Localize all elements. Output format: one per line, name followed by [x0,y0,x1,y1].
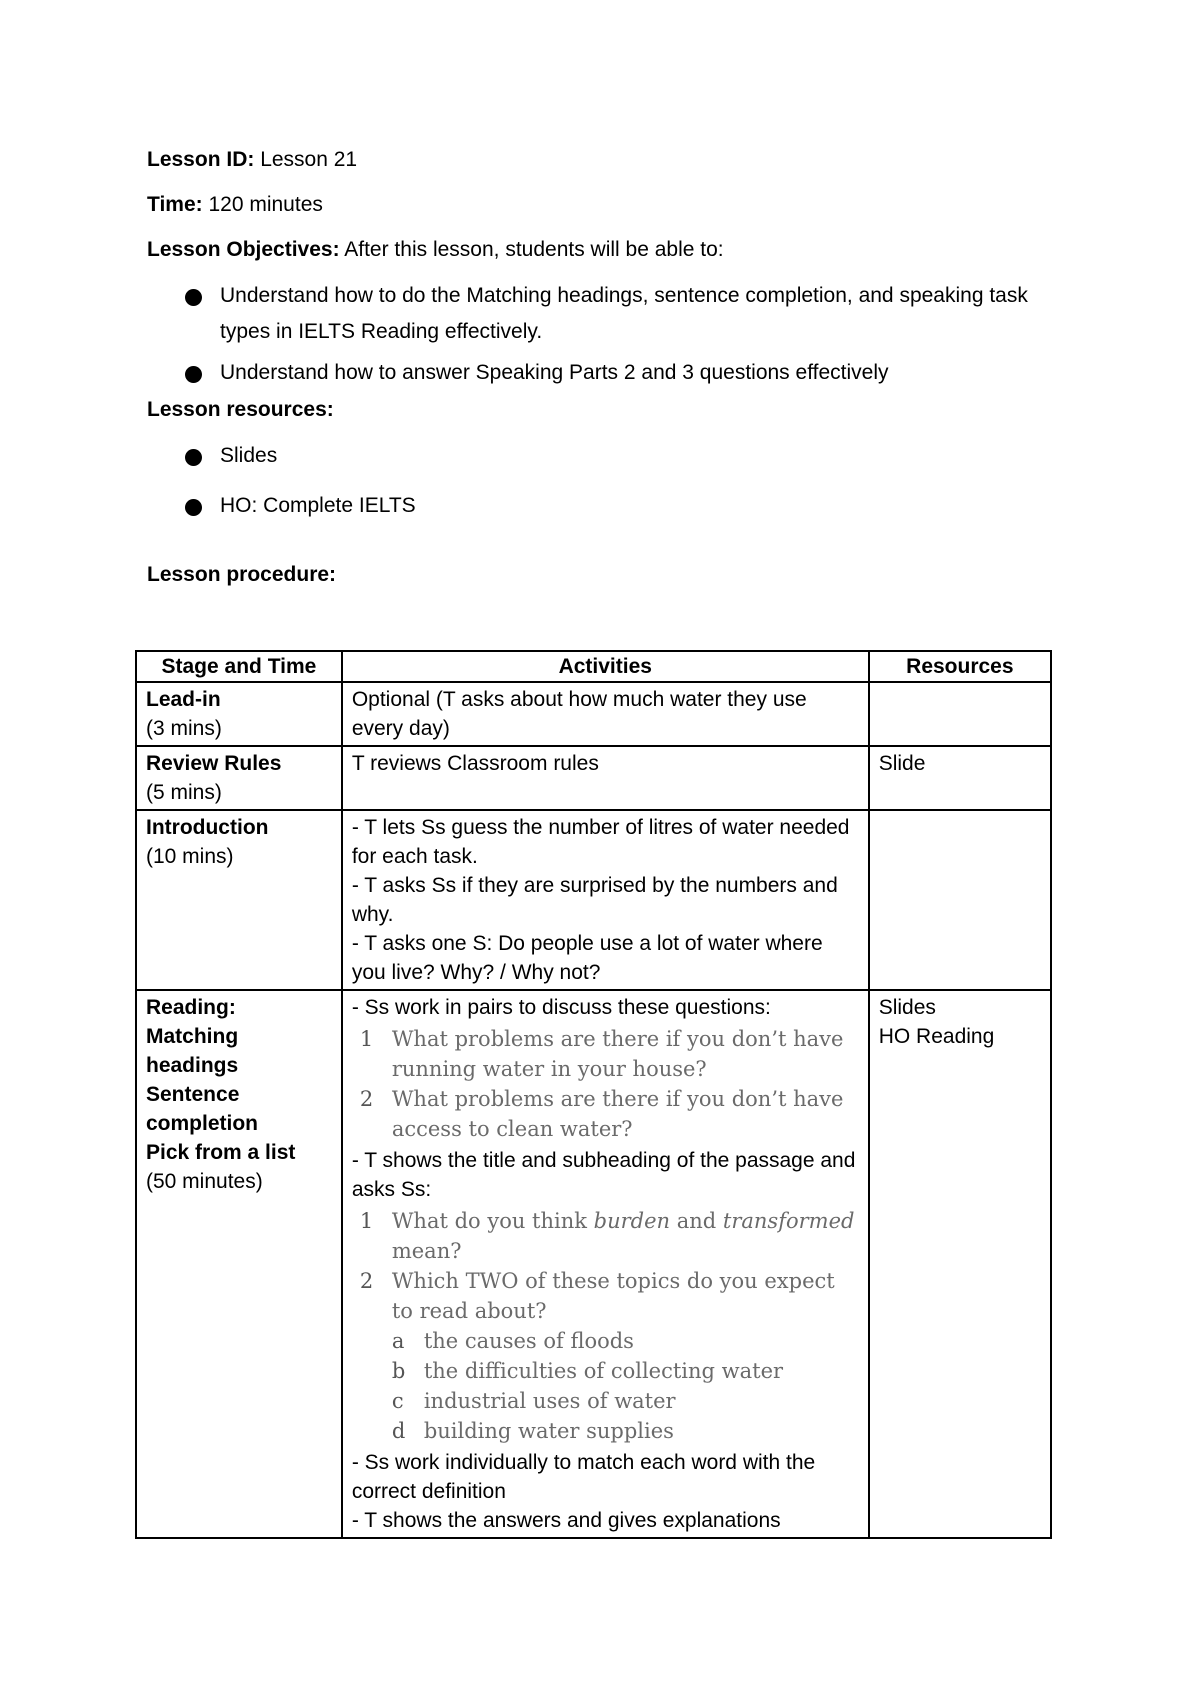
resource-item: Slides [147,438,1057,474]
activities-cell: - T lets Ss guess the number of litres of water needed for each task. - T asks Ss if they are surprised by the numbers and why. - T asks one S: Do people use a lot of water where you live? Why? / Why not? [342,810,869,990]
lesson-id-label: Lesson ID: [147,148,255,171]
time-value: 120 minutes [202,193,323,216]
stage-cell: Introduction (10 mins) [136,810,342,990]
list-item: a the causes of floods [391,1329,634,1353]
objectives-list [147,278,1057,391]
resources-cell [869,682,1051,746]
table-header-row [136,651,1051,682]
list-item: 2 What problems are there if you don’t have access to clean water? [359,1087,844,1141]
lesson-plan-header [147,146,1057,589]
list-item: 1 What do you think burden and transformed mean? [359,1209,855,1263]
topic-options [392,1326,859,1446]
bullet-icon [185,366,202,383]
objective-item: Understand how to do the Matching headings, sentence completion, and speaking task types in IELTS Reading effectively. [147,278,1057,350]
procedure-label: Lesson procedure: [147,563,337,586]
list-item: b the difficulties of collecting water [391,1359,784,1383]
objectives-label: Lesson Objectives: [147,238,340,261]
list-item: d building water supplies [391,1419,674,1443]
lesson-id-value: Lesson 21 [254,148,358,171]
bullet-icon [185,449,202,466]
table-row [136,990,1051,1538]
resources-cell [869,810,1051,990]
list-item: 2 Which TWO of these topics do you expect to read about? a the causes of floods b the difficulties of collecting water c industrial uses of water d building water supplies [352,1266,859,1446]
header-stage: Stage and Time [136,651,342,682]
bullet-icon [185,499,202,516]
procedure-table [135,650,1052,1539]
resources-list [147,438,1057,524]
table-row [136,746,1051,810]
bullet-icon [185,289,202,306]
objectives-line [147,236,1057,264]
time-line [147,191,1057,219]
objective-item: Understand how to answer Speaking Parts 2 and 3 questions effectively [147,355,1057,391]
stage-cell: Review Rules (5 mins) [136,746,342,810]
stage-cell: Lead-in (3 mins) [136,682,342,746]
discussion-questions [352,1024,859,1144]
list-item: c industrial uses of water [391,1389,676,1413]
time-label: Time: [147,193,203,216]
activities-cell: - Ss work in pairs to discuss these questions: 1 What problems are there if you don’t have running water in your house? 2 What problems are there if you don’t have access to clean water? - T shows the title and subheading of the passage and asks Ss: 1 What do you think burden and transformed mean? 2 Which TWO of these topics do you expect to read about? a the causes of floods b the difficulties of collecting water c industrial uses of water d building water supplies - Ss work individually to match each word with the correct definition - T shows the answers and gives explanations [342,990,869,1538]
stage-cell: Reading: Matching headings Sentence completion Pick from a list (50 minutes) [136,990,342,1538]
table-row [136,682,1051,746]
header-resources: Resources [869,651,1051,682]
lesson-id-line [147,146,1057,174]
resource-item: HO: Complete IELTS [147,488,1057,524]
activities-cell: T reviews Classroom rules [342,746,869,810]
passage-questions [352,1206,859,1446]
header-activities: Activities [342,651,869,682]
resources-label: Lesson resources: [147,398,334,421]
activities-cell: Optional (T asks about how much water they use every day) [342,682,869,746]
table-row [136,810,1051,990]
list-item: 1 What problems are there if you don’t have running water in your house? [359,1027,844,1081]
resources-cell: Slides HO Reading [869,990,1051,1538]
resources-cell: Slide [869,746,1051,810]
objectives-value: After this lesson, students will be able to: [339,238,724,261]
